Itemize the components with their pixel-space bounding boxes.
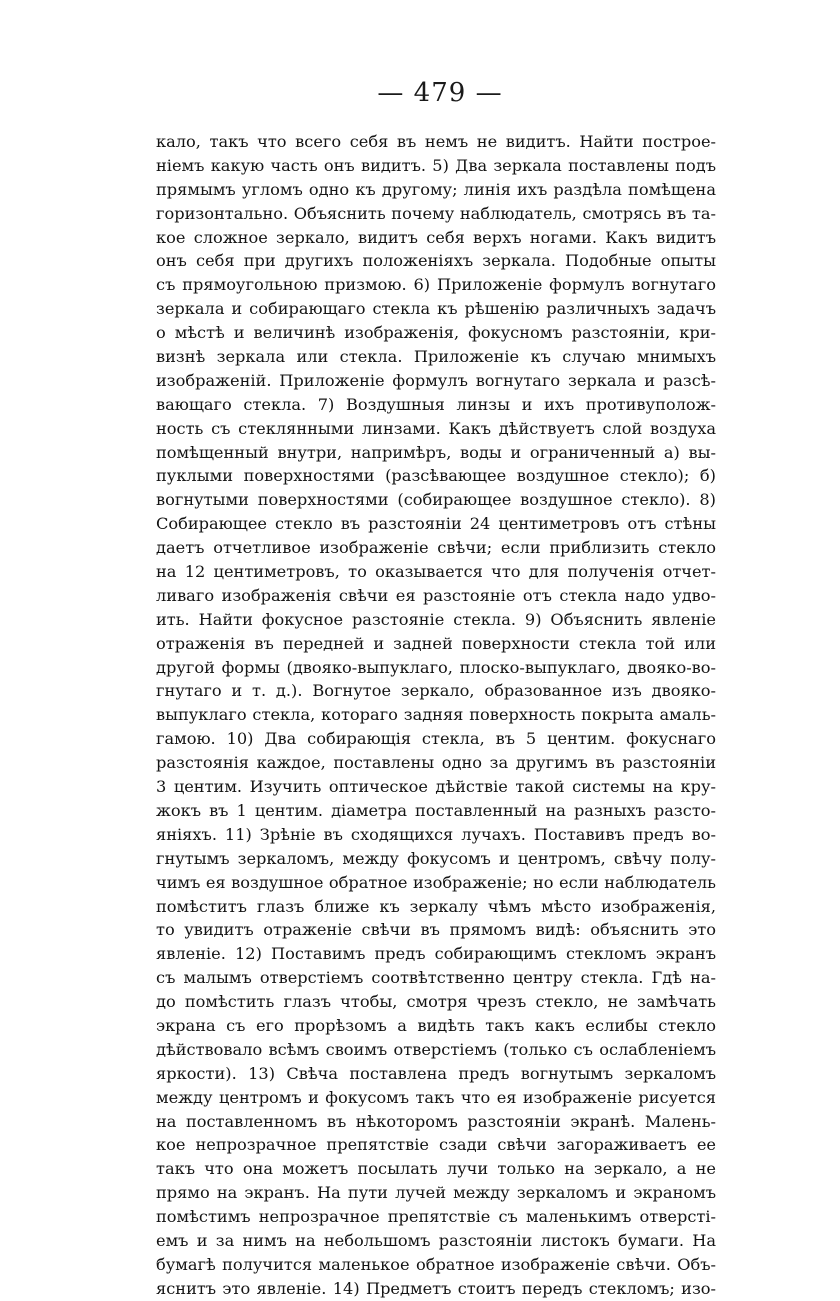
text-line: до помѣстить глазъ чтобы, смотря чрезъ стекло, не замѣчать (156, 992, 716, 1012)
text-line: о мѣстѣ и величинѣ изображенія, фокусномъ разстояніи, кри- (156, 323, 716, 343)
text-line: визнѣ зеркала или стекла. Приложеніе къ случаю мнимыхъ (156, 347, 716, 367)
text-line: то увидитъ отраженіе свѣчи въ прямомъ видѣ: объяснить это (156, 920, 716, 940)
text-line: экрана съ его прорѣзомъ а видѣть такъ какъ еслибы стекло (156, 1015, 716, 1035)
body-text (156, 130, 716, 1301)
text-line: онъ себя при другихъ положеніяхъ зеркала. Подобные опыты (156, 251, 716, 271)
text-line: другой формы (двояко-выпуклаго, плоско-выпуклаго, двояко-во- (156, 657, 716, 677)
text-line: прямымъ угломъ одно къ другому; линія ихъ раздѣла помѣщена (156, 179, 716, 199)
text-line: Собирающее стекло въ разстояніи 24 центиметровъ отъ стѣны (156, 514, 716, 534)
text-line: горизонтально. Объяснить почему наблюдатель, смотрясь въ та- (156, 203, 716, 223)
text-line: прямо на экранъ. На пути лучей между зеркаломъ и экраномъ (156, 1183, 716, 1203)
text-line: емъ и за нимъ на небольшомъ разстояніи листокъ бумаги. На (156, 1230, 716, 1250)
text-line: разстоянія каждое, поставлены одно за другимъ въ разстояніи (156, 753, 716, 773)
text-line: кое сложное зеркало, видитъ себя верхъ ногами. Какъ видитъ (156, 227, 716, 247)
text-line: изображеній. Приложеніе формулъ вогнутаго зеркала и разсѣ- (156, 370, 716, 390)
text-line: отраженія въ передней и задней поверхности стекла той или (156, 633, 716, 653)
text-line: съ прямоугольною призмою. 6) Приложеніе формулъ вогнутаго (156, 275, 716, 295)
text-line: такъ что она можетъ посылать лучи только на зеркало, а не (156, 1159, 716, 1179)
text-line: съ малымъ отверстіемъ соотвѣтственно центру стекла. Гдѣ на- (156, 968, 716, 988)
text-line: даетъ отчетливое изображеніе свѣчи; если приблизить стекло (156, 538, 716, 558)
text-line: выпуклаго стекла, котораго задняя поверхность покрыта амаль- (156, 705, 716, 725)
text-line: вающаго стекла. 7) Воздушныя линзы и ихъ противуполож- (156, 394, 716, 414)
text-line: ливаго изображенія свѣчи ея разстояніе отъ стекла надо удво- (156, 585, 716, 605)
text-line: кало, такъ что всего себя въ немъ не видитъ. Найти построе- (156, 132, 716, 151)
text-line: ить. Найти фокусное разстояніе стекла. 9) Объяснить явленіе (156, 609, 716, 629)
text-line: кое непрозрачное препятствіе сзади свѣчи загораживаетъ ее (156, 1135, 716, 1155)
text-line: 3 центим. Изучить оптическое дѣйствіе такой системы на кру- (156, 777, 716, 797)
text-line: жокъ въ 1 центим. діаметра поставленный на разныхъ разсто- (156, 800, 716, 820)
text-line: яснитъ это явленіе. 14) Предметъ стоитъ передъ стекломъ; изо- (156, 1278, 716, 1298)
text-line: ность съ стеклянными линзами. Какъ дѣйствуетъ слой воздуха (156, 418, 716, 438)
text-line: вогнутыми поверхностями (собирающее воздушное стекло). 8) (156, 490, 716, 510)
text-line: помѣщенный внутри, напримѣръ, воды и ограниченный а) вы- (156, 442, 716, 462)
text-line: на 12 центиметровъ, то оказывается что для полученія отчет- (156, 562, 716, 582)
text-line: гнутымъ зеркаломъ, между фокусомъ и центромъ, свѣчу полу- (156, 848, 716, 868)
text-line: помѣстимъ непрозрачное препятствіе съ маленькимъ отверсті- (156, 1207, 716, 1227)
text-line: ніемъ какую часть онъ видитъ. 5) Два зеркала поставлены подъ (156, 155, 716, 175)
text-line: между центромъ и фокусомъ такъ что ея изображеніе рисуется (156, 1087, 716, 1107)
text-line: яніяхъ. 11) Зрѣніе въ сходящихся лучахъ. Поставивъ предъ во- (156, 824, 716, 844)
text-line: зеркала и собирающаго стекла къ рѣшенію различныхъ задачъ (156, 299, 716, 319)
text-line: на поставленномъ въ нѣкоторомъ разстояніи экранѣ. Малень- (156, 1111, 716, 1131)
text-line: гамою. 10) Два собирающія стекла, въ 5 центим. фокуснаго (156, 729, 716, 749)
text-line: гнутаго и т. д.). Вогнутое зеркало, образованное изъ двояко- (156, 681, 716, 701)
text-line: чимъ ея воздушное обратное изображеніе; но если наблюдатель (156, 872, 716, 892)
text-line: дѣйствовало всѣмъ своимъ отверстіемъ (только съ ослабленіемъ (156, 1039, 716, 1059)
text-line: бумагѣ получится маленькое обратное изображеніе свѣчи. Объ- (156, 1254, 716, 1274)
page-number: — 479 — (377, 78, 503, 108)
text-line: явленіе. 12) Поставимъ предъ собирающимъ стекломъ экранъ (156, 944, 716, 964)
text-line: помѣститъ глазъ ближе къ зеркалу чѣмъ мѣсто изображенія, (156, 896, 716, 916)
text-line: пуклыми поверхностями (разсѣвающее воздушное стекло); б) (156, 466, 716, 486)
text-line: яркости). 13) Свѣча поставлена предъ вогнутымъ зеркаломъ (156, 1063, 716, 1083)
